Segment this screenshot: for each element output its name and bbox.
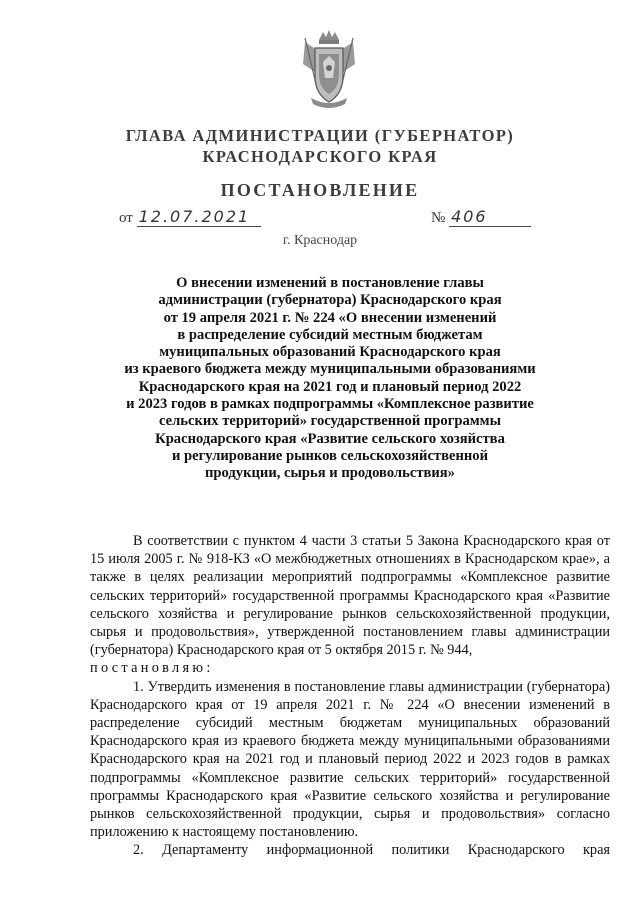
preamble-paragraph: В соответствии с пунктом 4 части 3 статьи 5 Закона Краснодарского края от 15 июля 2005 г. № 918-КЗ «О межбюджетных отношениях в Краснодарском крае», а также в целях реализации мероприятий подпрограммы «Комплексное развитие сельских территорий» государственной программы Краснодарского края «Развитие сельского хозяйства и регулирование рынков сельскохозяйственной продукции, сырья и продовольствия», утвержденной постановлением главы администрации (губернатора) Краснодарского края от 5 октября 2015 г. № 944, — [90, 533, 610, 659]
issuing-authority-title: ГЛАВА АДМИНИСТРАЦИИ (ГУБЕРНАТОР) — [125, 126, 515, 145]
krasnodar-coat-of-arms-icon — [297, 28, 361, 110]
item-1-paragraph: 1. Утвердить изменения в постановление главы администрации (губернатора) Краснодарского края от 19 апреля 2021 г. № 224 «О внесении изменений в распределение субсидий местным бюджетам муниципальных образований Краснодарского края из краевого бюджета между муниципальными образованиями Краснодарского края на 2021 год и плановый период 2022 и 2023 годов в рамках подпрограммы «Комплексное развитие сельских территорий» государственной программы Краснодарского края «Развитие сельского хозяйства и регулирование рынков сельскохозяйственной продукции, сырья и продовольствия» согласно приложению к настоящему постановлению. — [90, 678, 610, 841]
issuing-authority-region: КРАСНОДАРСКОГО КРАЯ — [202, 147, 438, 166]
document-body — [90, 532, 610, 860]
subject-line: муниципальных образований Краснодарского края — [159, 344, 501, 361]
handwritten-date-value: 12.07.2021 — [137, 207, 261, 227]
subject-line: Краснодарского края «Развитие сельского хозяйства — [155, 430, 505, 447]
document-subject-title — [120, 275, 540, 483]
handwritten-number-value: 406 — [449, 207, 531, 227]
subject-line: и 2023 годов в рамках подпрограммы «Комплексное развитие — [126, 396, 534, 413]
date-prefix: от — [119, 210, 133, 226]
subject-line: администрации (губернатора) Краснодарского края — [158, 292, 502, 309]
subject-line: от 19 апреля 2021 г. № 224 «О внесении изменений — [163, 309, 497, 326]
item-2-paragraph: 2. Департаменту информационной политики Краснодарского края — [133, 842, 610, 859]
subject-line: из краевого бюджета между муниципальными образованиями — [124, 361, 536, 378]
subject-line: сельских территорий» государственной программы — [158, 413, 502, 430]
subject-line: О внесении изменений в постановление главы — [176, 275, 484, 291]
place-of-issue: г. Краснодар — [282, 233, 358, 248]
subject-line: продукции, сырья и продовольствия» — [205, 465, 455, 482]
number-prefix: № — [431, 210, 446, 226]
document-number — [431, 207, 531, 227]
subject-line: и регулирование рынков сельскохозяйственной — [172, 447, 488, 464]
document-date — [119, 207, 261, 227]
subject-line: в распределение субсидий местным бюджетам — [177, 326, 483, 343]
decree-word: постановляю: — [90, 660, 214, 677]
decree-word-line — [90, 659, 610, 677]
subject-line: Краснодарского края на 2021 год и плановый период 2022 — [138, 378, 522, 395]
document-type-heading: ПОСТАНОВЛЕНИЕ — [220, 180, 420, 200]
